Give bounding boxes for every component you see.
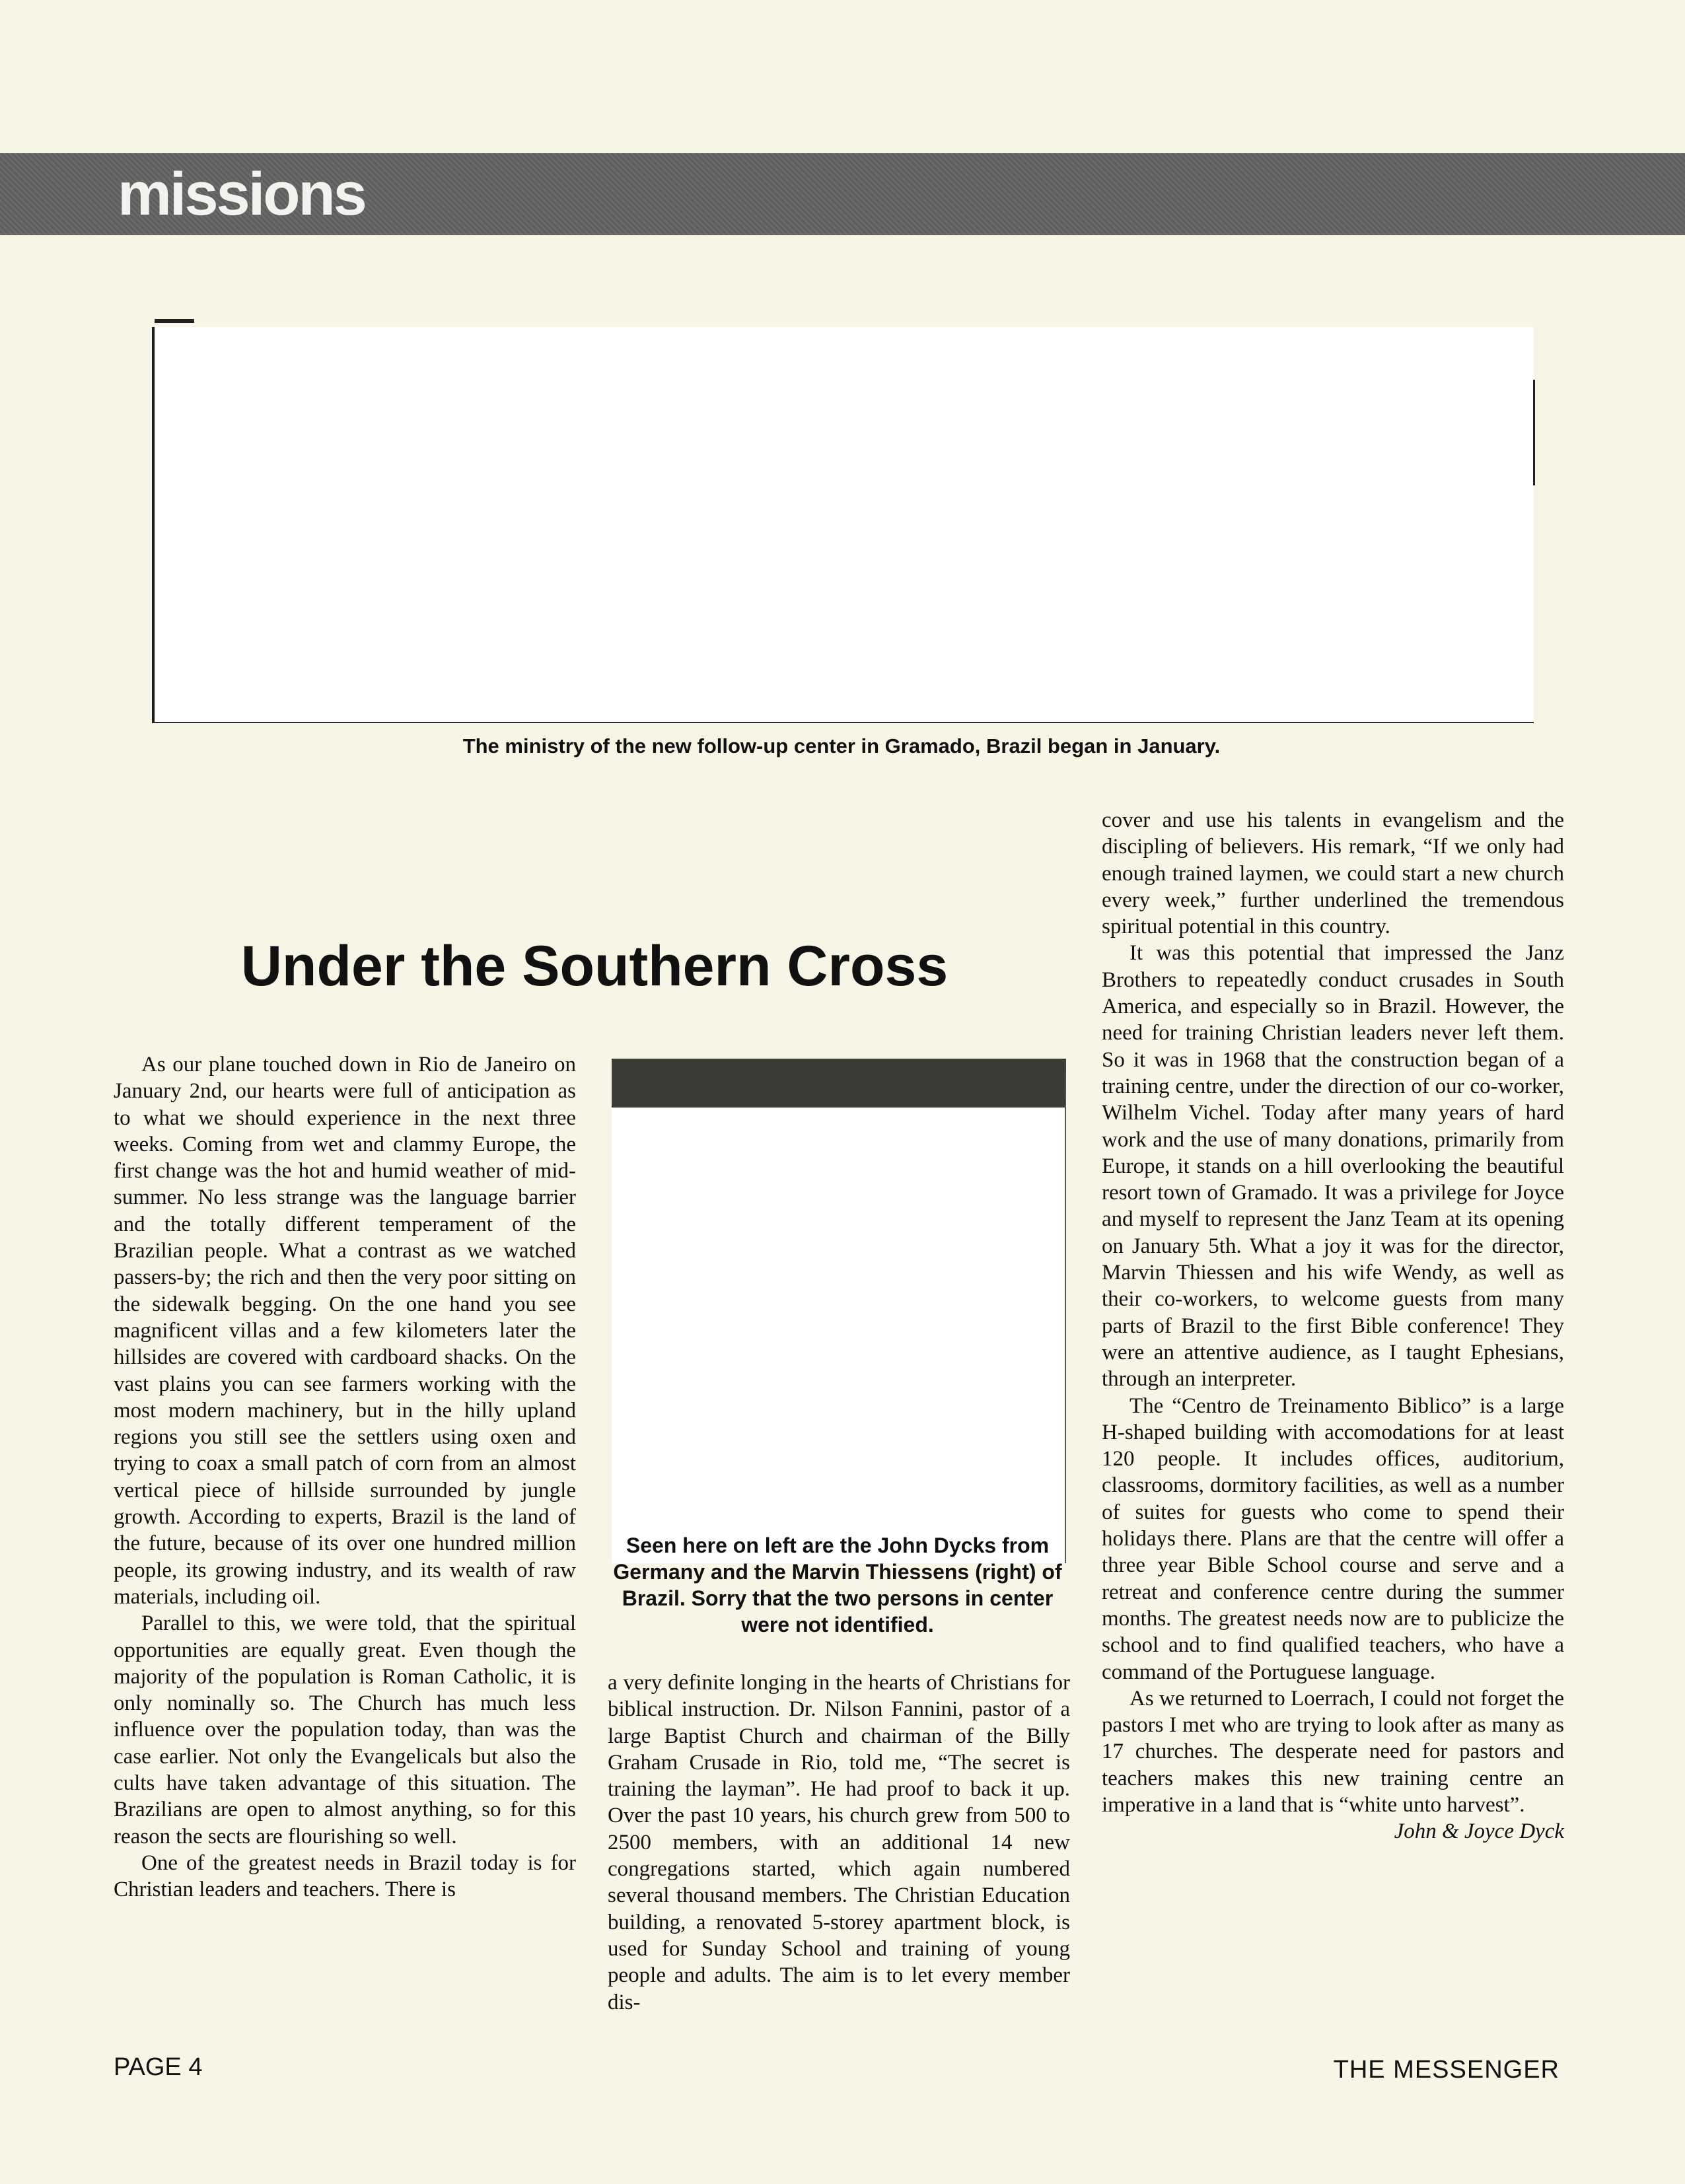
photo-edge-mark: [1533, 380, 1535, 485]
paragraph: One of the greatest needs in Brazil today is for Christian leaders and teachers. There is: [114, 1850, 576, 1902]
paragraph: As we returned to Loerrach, I could not forget the pastors I met who are trying to look after as many as 17 churches. The desperate need for pastors and teachers makes this new training centre an imperative in a land that is “white unto harvest”.: [1102, 1686, 1564, 1817]
follow-up-center-photo: [152, 327, 1534, 723]
inset-caption: Seen here on left are the John Dycks from Germany and the Marvin Thiessens (right) of Brazil. Sorry that the two persons in center were not identified.: [613, 1533, 1062, 1637]
section-title: missions: [118, 160, 365, 228]
paragraph: cover and use his talents in evangelism and the discipling of believers. His remark, “If we only had enough trained laymen, we could start a new church every week,” further underlined the tremendous spiritual potential in this country.: [1102, 808, 1564, 939]
section-banner: [0, 153, 1685, 235]
page-number: PAGE 4: [114, 2053, 203, 2081]
paragraph: Parallel to this, we were told, that the spiritual opportunities are equally great. Even though the majority of the population is Roman Catholic, it is only nominally so. The Church has much less influence over the population today, than was the case earlier. Not only the Evangelicals but also the cults have taken advantage of this situation. The Brazilians are open to almost anything, so for this reason the sects are flourishing so well.: [114, 1611, 576, 1849]
article-headline: Under the Southern Cross: [240, 934, 949, 998]
paragraph: The “Centro de Treinamento Biblico” is a large H-shaped building with accomodations for at least 120 people. It includes offices, auditorium, classrooms, dormitory facilities, as well as a number of suites for guests who come to spend their holidays there. Plans are that the centre will offer a three year Bible School course and serve and a retreat and conference centre during the summer months. The greatest needs now are to publicize the school and to find qualified teachers, who have a command of the Portuguese language.: [1102, 1393, 1564, 1684]
dyck-thiessen-photo: [612, 1059, 1066, 1563]
photo-edge-mark: [155, 319, 194, 323]
article-column-2: [608, 1670, 1070, 2016]
article-column-1: [114, 1051, 576, 1903]
paragraph: It was this potential that impressed the Janz Brothers to repeatedly conduct crusades in South America, and especially so in Brazil. However, the need for training Christian leaders never left them. So it was in 1968 that the construction began of a training centre, under the direction of our co-worker, Wilhelm Vichel. Today after many years of hard work and the use of many donations, primarily from Europe, it stands on a hill overlooking the beautiful resort town of Gramado. It was a privilege for Joyce and myself to represent the Janz Team at its opening on January 5th. What a joy it was for the director, Marvin Thiessen and his wife Wendy, as well as their co-workers, to welcome guests from many parts of Brazil to the first Bible conference! They were an attentive audience, as I taught Ephesians, through an interpreter.: [1102, 941, 1564, 1391]
author-signature: John & Joyce Dyck: [1394, 1819, 1564, 1844]
photo-caption: The ministry of the new follow-up center in Gramado, Brazil began in January.: [462, 734, 1221, 757]
paragraph: a very definite longing in the hearts of Christians for biblical instruction. Dr. Nilson Fannini, pastor of a large Baptist Church and chairman of the Billy Graham Crusade in Rio, told me, “The secret is training the layman”. He had proof to back it up. Over the past 10 years, his church grew from 500 to 2500 members, with an additional 14 new congregations started, which again numbered several thousand members. The Christian Education building, a renovated 5-storey apartment block, is used for Sunday School and training of young people and adults. The aim is to let every member dis-: [608, 1671, 1070, 2014]
paragraph: As our plane touched down in Rio de Janeiro on January 2nd, our hearts were full of anticipation as to what we should experience in the next three weeks. Coming from wet and clammy Europe, the first change was the hot and humid weather of mid-summer. No less strange was the language barrier and the totally different temperament of the Brazilian people. What a contrast as we watched passers-by; the rich and then the very poor sitting on the sidewalk begging. On the one hand you see magnificent villas and a few kilometers later the hillsides are covered with cardboard shacks. On the vast plains you can see farmers working with the most modern machinery, but in the hilly upland regions you still see the settlers using oxen and trying to coax a small patch of corn from an almost vertical piece of hillside surrounded by jungle growth. According to experts, Brazil is the land of the future, because of its over one hundred million people, its growing industry, and its wealth of raw materials, including oil.: [114, 1053, 576, 1609]
article-column-3: [1102, 807, 1564, 1845]
publication-name: THE MESSENGER: [1333, 2056, 1560, 2084]
